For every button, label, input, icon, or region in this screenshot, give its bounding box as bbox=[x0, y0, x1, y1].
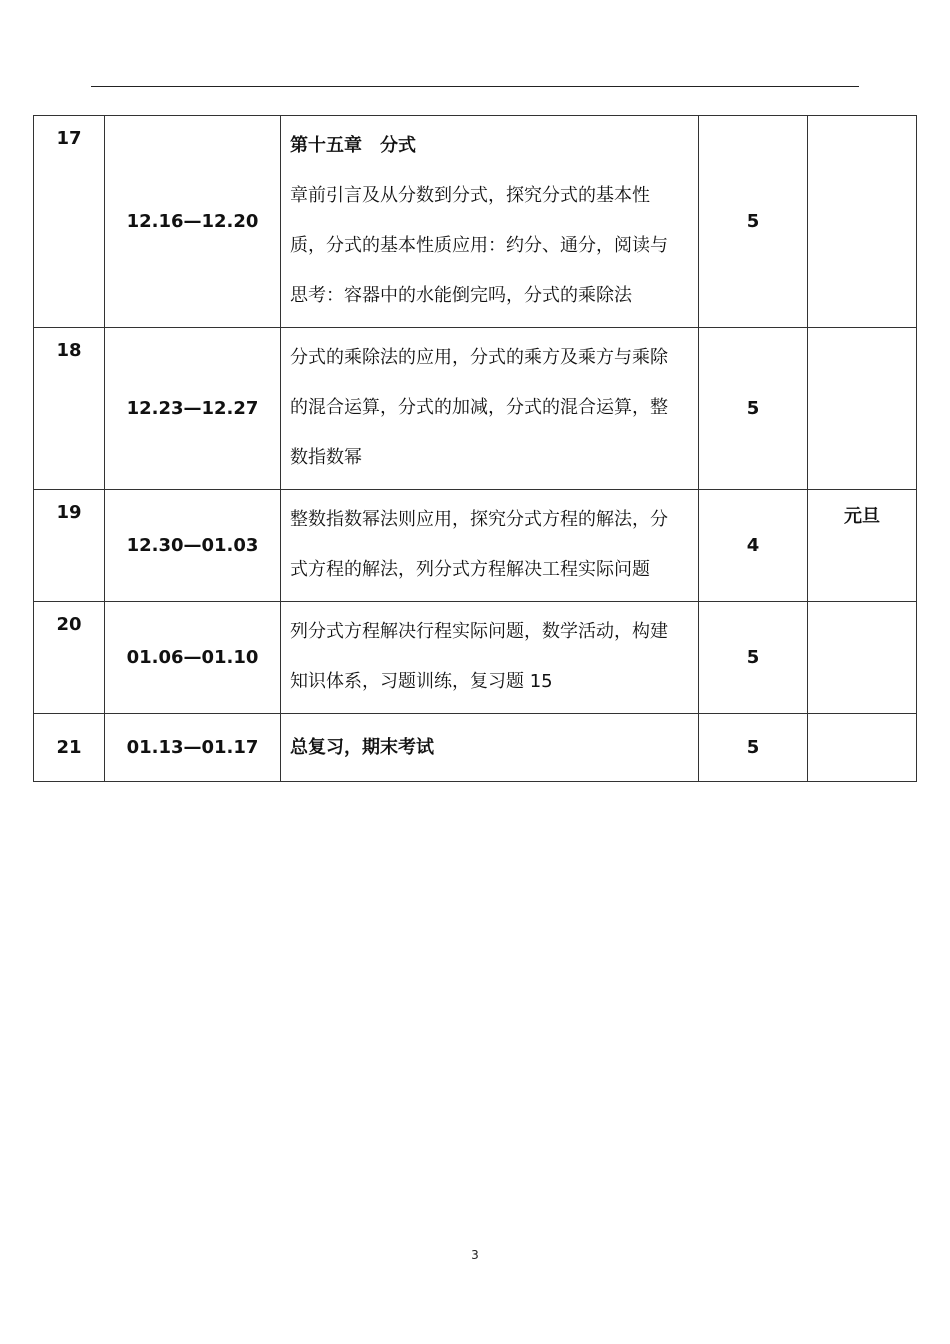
class-hours: 5 bbox=[699, 116, 808, 328]
chapter-heading: 第十五章 分式 bbox=[290, 135, 416, 156]
week-number: 20 bbox=[34, 602, 105, 714]
date-range: 12.16—12.20 bbox=[105, 116, 281, 328]
remark: 元旦 bbox=[808, 490, 917, 602]
page-number: 3 bbox=[471, 1248, 479, 1262]
lesson-content bbox=[281, 328, 699, 490]
week-number: 17 bbox=[34, 116, 105, 328]
class-hours: 5 bbox=[699, 602, 808, 714]
lesson-content bbox=[281, 116, 699, 328]
remark bbox=[808, 714, 917, 782]
table-row bbox=[34, 116, 917, 328]
table-row bbox=[34, 714, 917, 782]
week-number: 21 bbox=[34, 714, 105, 782]
content-line: 式方程的解法，列分式方程解决工程实际问题 bbox=[290, 559, 650, 580]
table-row bbox=[34, 602, 917, 714]
remark bbox=[808, 116, 917, 328]
date-range: 01.06—01.10 bbox=[105, 602, 281, 714]
header-rule bbox=[91, 86, 859, 87]
content-line: 整数指数幂法则应用，探究分式方程的解法，分 bbox=[290, 509, 668, 530]
content-line: 数指数幂 bbox=[290, 447, 362, 468]
class-hours: 5 bbox=[699, 328, 808, 490]
table-row bbox=[34, 490, 917, 602]
date-range: 12.23—12.27 bbox=[105, 328, 281, 490]
remark bbox=[808, 602, 917, 714]
content-line: 质，分式的基本性质应用：约分、通分，阅读与 bbox=[290, 235, 668, 256]
week-number: 18 bbox=[34, 328, 105, 490]
table-row bbox=[34, 328, 917, 490]
lesson-content bbox=[281, 714, 699, 782]
content-line: 思考：容器中的水能倒完吗，分式的乘除法 bbox=[290, 285, 632, 306]
remark bbox=[808, 328, 917, 490]
content-line: 的混合运算，分式的加减，分式的混合运算，整 bbox=[290, 397, 668, 418]
content-line: 列分式方程解决行程实际问题，数学活动，构建 bbox=[290, 621, 668, 642]
week-number: 19 bbox=[34, 490, 105, 602]
content-line: 章前引言及从分数到分式，探究分式的基本性 bbox=[290, 185, 650, 206]
lesson-content bbox=[281, 602, 699, 714]
date-range: 12.30—01.03 bbox=[105, 490, 281, 602]
lesson-content bbox=[281, 490, 699, 602]
content-line: 总复习，期末考试 bbox=[290, 736, 434, 758]
date-range: 01.13—01.17 bbox=[105, 714, 281, 782]
schedule-table bbox=[33, 115, 917, 782]
class-hours: 5 bbox=[699, 714, 808, 782]
content-line: 知识体系，习题训练，复习题 15 bbox=[290, 671, 553, 692]
content-line: 分式的乘除法的应用，分式的乘方及乘方与乘除 bbox=[290, 347, 668, 368]
class-hours: 4 bbox=[699, 490, 808, 602]
